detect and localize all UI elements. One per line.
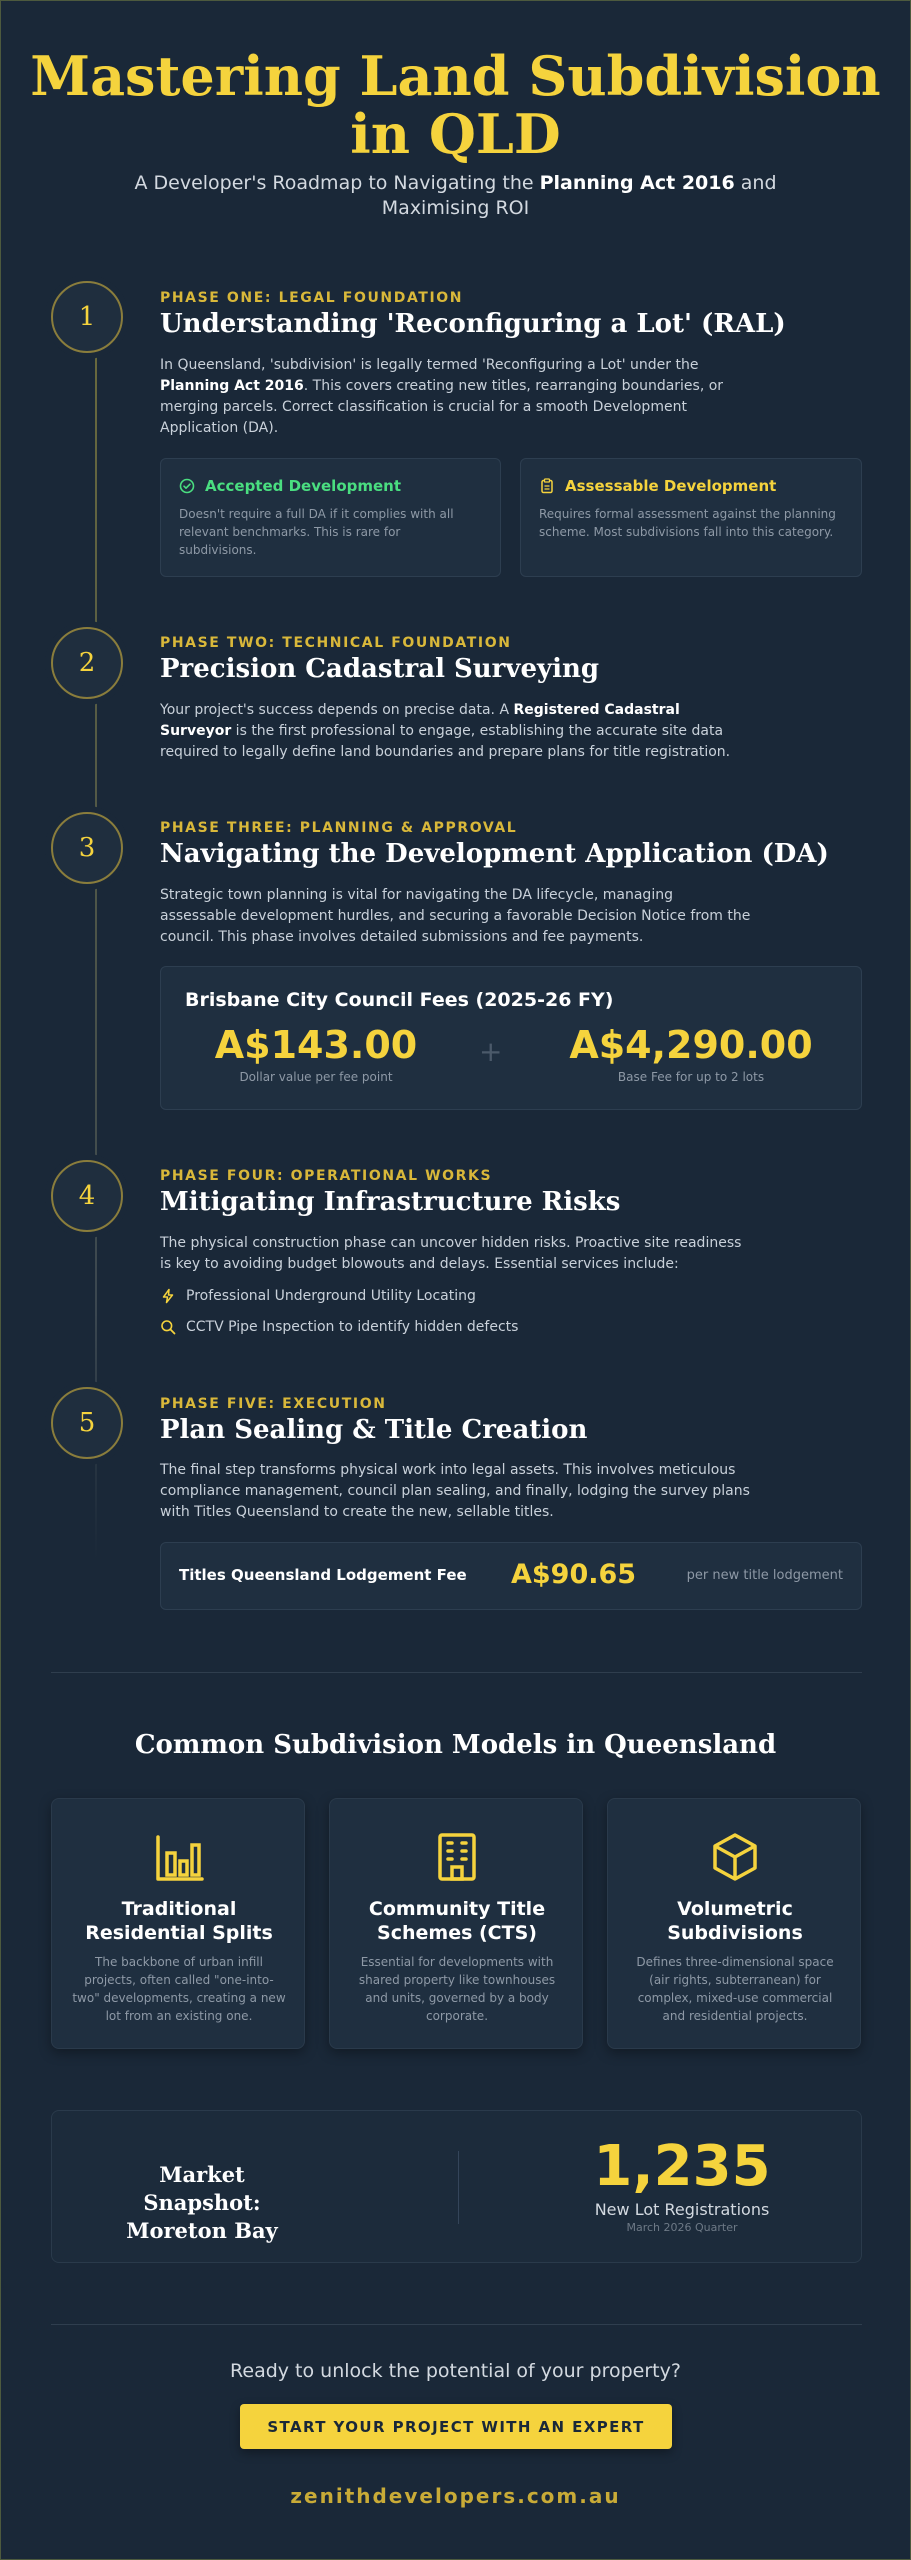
- model-title: Community Title Schemes (CTS): [368, 1898, 546, 1944]
- phase-body: The physical construction phase can uncover hidden risks. Proactive site readiness is key to avoiding budget blowouts and delays. Essential services include:: [160, 1235, 742, 1272]
- bar-chart-icon: [154, 1831, 204, 1883]
- card-title: Assessable Development: [565, 477, 777, 495]
- accepted-development-card: [160, 458, 501, 577]
- website-link[interactable]: zenithdevelopers.com.au: [290, 2484, 621, 2508]
- planning-act-emphasis: Planning Act 2016: [539, 172, 735, 194]
- check-circle-icon: [179, 478, 195, 494]
- step-circle-4: 4: [51, 1160, 123, 1232]
- snapshot-period: March 2026 Quarter: [626, 2221, 738, 2234]
- plus-sign: +: [479, 1035, 503, 1068]
- model-card-residential-splits: [51, 1798, 305, 2049]
- service-item: Professional Underground Utility Locating: [160, 1288, 476, 1304]
- snapshot-separator: [458, 2151, 459, 2224]
- card-title: Accepted Development: [205, 477, 402, 495]
- cube-icon: [710, 1831, 760, 1883]
- timeline-line: [95, 321, 97, 1561]
- phase-label: PHASE THREE: PLANNING & APPROVAL: [160, 820, 518, 836]
- service-item: CCTV Pipe Inspection to identify hidden defects: [160, 1319, 518, 1335]
- lodgement-value: A$90.65: [511, 1559, 637, 1590]
- model-title: Traditional Residential Splits: [85, 1898, 273, 1944]
- lodgement-note: per new title lodgement: [686, 1568, 843, 1583]
- model-title: Volumetric Subdivisions: [667, 1898, 803, 1944]
- fee-point-caption: Dollar value per fee point: [239, 1070, 393, 1084]
- page-title: Mastering Land Subdivision in QLD: [30, 44, 881, 166]
- card-text: Doesn't require a full DA if it complies with all relevant benchmarks. This is rare for subdivisions.: [179, 507, 454, 557]
- base-fee-caption: Base Fee for up to 2 lots: [617, 1070, 765, 1084]
- step-circle-2: 2: [51, 627, 123, 699]
- model-text: The backbone of urban infill projects, often called "one-into-two" developments, creating a new lot from an existing one.: [72, 1955, 286, 2023]
- phase-title: Navigating the Development Application (DA): [160, 839, 829, 869]
- section-divider: [51, 1672, 862, 1673]
- phase-body: The final step transforms physical work into legal assets. This involves meticulous compliance management, council plan sealing, and finally, lodging the survey plans with Titles Queensland to create the new, sellable titles.: [160, 1462, 750, 1520]
- phase-body: In Queensland, 'subdivision' is legally termed 'Reconfiguring a Lot' under the Planning Act 2016. This covers creating new titles, rearranging boundaries, or merging parcels. Correct classification is crucial for a smooth Development Application (DA).: [160, 357, 724, 436]
- lodgement-fee-card: [160, 1542, 862, 1610]
- fees-title: Brisbane City Council Fees (2025-26 FY): [185, 989, 614, 1011]
- card-text: Requires formal assessment against the planning scheme. Most subdivisions fall into this category.: [539, 507, 836, 539]
- model-text: Essential for developments with shared property like townhouses and units, governed by a body corporate.: [358, 1955, 556, 2023]
- base-fee-value: A$4,290.00: [569, 1023, 813, 1067]
- phase-title: Plan Sealing & Title Creation: [160, 1415, 588, 1445]
- phase-title: Understanding 'Reconfiguring a Lot' (RAL): [160, 309, 786, 339]
- fee-point-value: A$143.00: [214, 1023, 418, 1067]
- footer-divider: [51, 2324, 862, 2325]
- step-circle-3: 3: [51, 812, 123, 884]
- model-card-volumetric: [607, 1798, 861, 2049]
- step-circle-5: 5: [51, 1387, 123, 1459]
- phase-body: Your project's success depends on precise data. A Registered Cadastral Surveyor is the first professional to engage, establishing the accurate site data required to legally define land boundaries and prepare plans for title registration.: [160, 702, 731, 760]
- models-section-title: Common Subdivision Models in Queensland: [134, 1730, 777, 1760]
- snapshot-value: 1,235: [593, 2134, 771, 2199]
- page-subtitle: A Developer's Roadmap to Navigating the Planning Act 2016 and Maximising ROI: [134, 172, 777, 219]
- step-circle-1: 1: [51, 281, 123, 353]
- clipboard-icon: [539, 478, 555, 494]
- phase-body: Strategic town planning is vital for navigating the DA lifecycle, managing assessable development hurdles, and securing a favorable Decision Notice from the council. This phase involves detailed submissions and fee payments.: [160, 887, 751, 945]
- phase-label: PHASE ONE: LEGAL FOUNDATION: [160, 290, 464, 306]
- phase-title: Mitigating Infrastructure Risks: [160, 1187, 621, 1217]
- council-fees-card: [160, 966, 862, 1110]
- market-snapshot: [51, 2110, 862, 2263]
- snapshot-label: New Lot Registrations: [594, 2200, 770, 2219]
- lodgement-label: Titles Queensland Lodgement Fee: [179, 1566, 467, 1584]
- start-project-button[interactable]: START YOUR PROJECT WITH AN EXPERT: [240, 2404, 672, 2449]
- snapshot-title: Market Snapshot: Moreton Bay: [126, 2162, 278, 2243]
- building-icon: [432, 1831, 482, 1883]
- lightning-icon: [160, 1288, 176, 1304]
- phase-title: Precision Cadastral Surveying: [160, 654, 600, 684]
- assessable-development-card: [520, 458, 862, 577]
- phase-label: PHASE FOUR: OPERATIONAL WORKS: [160, 1168, 493, 1184]
- model-card-community-title: [329, 1798, 583, 2049]
- search-icon: [160, 1319, 176, 1335]
- phase-label: PHASE TWO: TECHNICAL FOUNDATION: [160, 635, 512, 651]
- phase-label: PHASE FIVE: EXECUTION: [160, 1396, 387, 1412]
- model-text: Defines three-dimensional space (air rights, subterranean) for complex, mixed-use commercial and residential projects.: [636, 1955, 834, 2023]
- cta-text: Ready to unlock the potential of your property?: [230, 2360, 681, 2382]
